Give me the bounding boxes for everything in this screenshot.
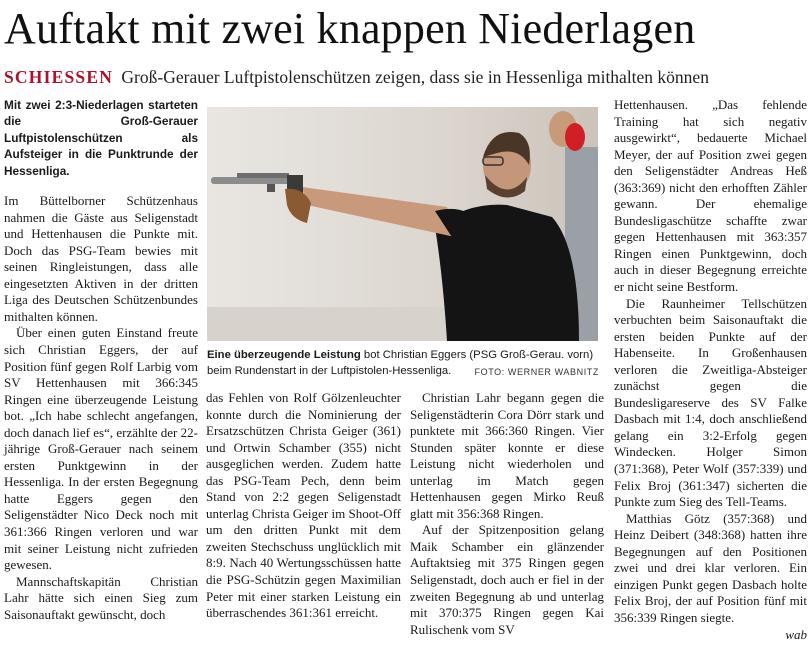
article-column-1 — [4, 97, 198, 623]
article-column-2 — [206, 390, 401, 622]
photo-credit: FOTO: WERNER WABNITZ — [474, 367, 599, 377]
paragraph: das Fehlen von Rolf Gölzenleuchter konnte durch die Nominierung der Ersatzschützen Christa Geiger (361) und Ortwin Schamber (355) nicht ausgeglichen werden. Zudem hatte das PSG-Team Pech, denn beim Stand von 2:2 gegen Seligenstadt unterlag Christa Geiger im Shoot-Off um den dritten Punkt mit dem zweiten Stechschuss unglücklich mit 8:9. Nach 40 Wertungsschüssen hatte die PSG-Schützin gegen Maximilian Peter mit einer starken Leistung ein überraschendes 361:361 erreicht. — [206, 390, 401, 621]
kicker: SCHIESSEN — [4, 67, 114, 87]
paragraph: Mannschaftskapitän Christian Lahr hätte sich einen Sieg zum Saisonauftakt gewünscht, doch — [4, 573, 198, 622]
caption-bold: Eine überzeugende Leistung — [207, 349, 361, 361]
paragraph: Matthias Götz (357:368) und Heinz Deibert (348:368) hatten ihre Begegnungen auf den Positionen zwei und drei klar verloren. Ein einzigen Punkt gegen Dasbach holte Felix Broj, der auf Position fünf mit 356:339 Ringen siegte. — [614, 510, 807, 625]
author-signature: wab — [785, 626, 807, 642]
paragraph: Auf der Spitzenposition gelang Maik Schamber ein glänzender Auftaktsieg mit 375 Ringen gegen Seligenstadt, doch auch er fiel in der zweiten Begegnung ab und unterlag mit 370:375 Ringen gegen Kai Rulischenk vom SV — [410, 522, 604, 637]
paragraph: Im Büttelborner Schützenhaus nahmen die Gäste aus Seligenstadt und Hettenhausen die Punkte mit. Doch das PSG-Team bewies mit seinen Ringleistungen, dass alle eingesetzten Aktiven in der dritten Liga des Deutschen Schützenbundes mithalten können. — [4, 193, 198, 324]
paragraph: Über einen guten Einstand freute sich Christian Eggers, der auf Position fünf gegen Rolf Larbig vom SV Hettenhausen mit 366:345 Ringen eine überzeugende Leistung bot. „Ich habe schlecht angefangen, doch danach lief es“, erzählte der 22-jährige Groß-Gerauer nach seinem ersten Punktgewinn in der Hessenliga. In der ersten Begegnung hatte Eggers gegen den Seligenstädter Nico Deck noch mit 361:366 Ringen verloren und war mit seiner Leistung nicht zufrieden gewesen. — [4, 325, 198, 573]
paragraph: Die Raunheimer Tellschützen verbuchten beim Saisonauftakt die ersten beiden Punkte auf der Habenseite. In Großenhausen verloren die Zweitliga-Absteiger zunächst gegen die Bundesligareserve des SV Falke Dasbach mit 1:4, doch anschließend gelang ein 3:2-Erfolg gegen Windecken. Holger Simon (371:368), Peter Wolf (357:339) und Felix Broj (361:347) sicherten die Punkte zum Sieg des Tell-Teams. — [614, 295, 807, 510]
shooter-photo-illustration — [207, 107, 598, 341]
article-column-4 — [614, 97, 807, 643]
subheadline: Groß-Gerauer Luftpistolenschützen zeigen, dass sie in Hessenliga mithalten können — [121, 67, 709, 87]
article-photo — [207, 107, 598, 341]
paragraph: Christian Lahr begann gegen die Seligenstädterin Cora Dörr stark und punktete mit 366:360 Ringen. Vier Stunden später konnte er diese Leistung nicht wiederholen und unterlag im Match gegen Hettenhausen gegen Mirko Reuß glatt mit 356:368 Ringen. — [410, 390, 604, 521]
lead-paragraph: Mit zwei 2:3-Niederlagen starteten die Groß-Gerauer Luftpistolenschützen als Aufsteiger in die Punktrunde der Hessenliga. — [4, 98, 198, 178]
caption-text: bot Christian Eggers (PSG Groß-Gerau. vorn) beim Rundenstart in der Luftpistolen-Hessenliga. — [207, 349, 594, 377]
subheadline-row — [4, 66, 806, 88]
headline: Auftakt mit zwei knappen Niederlagen — [4, 4, 696, 53]
photo-caption — [207, 347, 599, 380]
article-column-3 — [410, 390, 604, 638]
paragraph: Hettenhausen. „Das fehlende Training hat sich negativ ausgewirkt“, bedauerte Michael Meyer, der auf Position zwei gegen den Seligenstädter Andreas Heß (363:369) nicht den erhofften Zähler gewann. Der ehemalige Bundesligaschütze schaffte zwar gegen Hettenhausen mit 363:357 Ringen einen Punktgewinn, doch auch in dieser Begegnung erreichte er nicht seine Bestform. — [614, 97, 807, 295]
